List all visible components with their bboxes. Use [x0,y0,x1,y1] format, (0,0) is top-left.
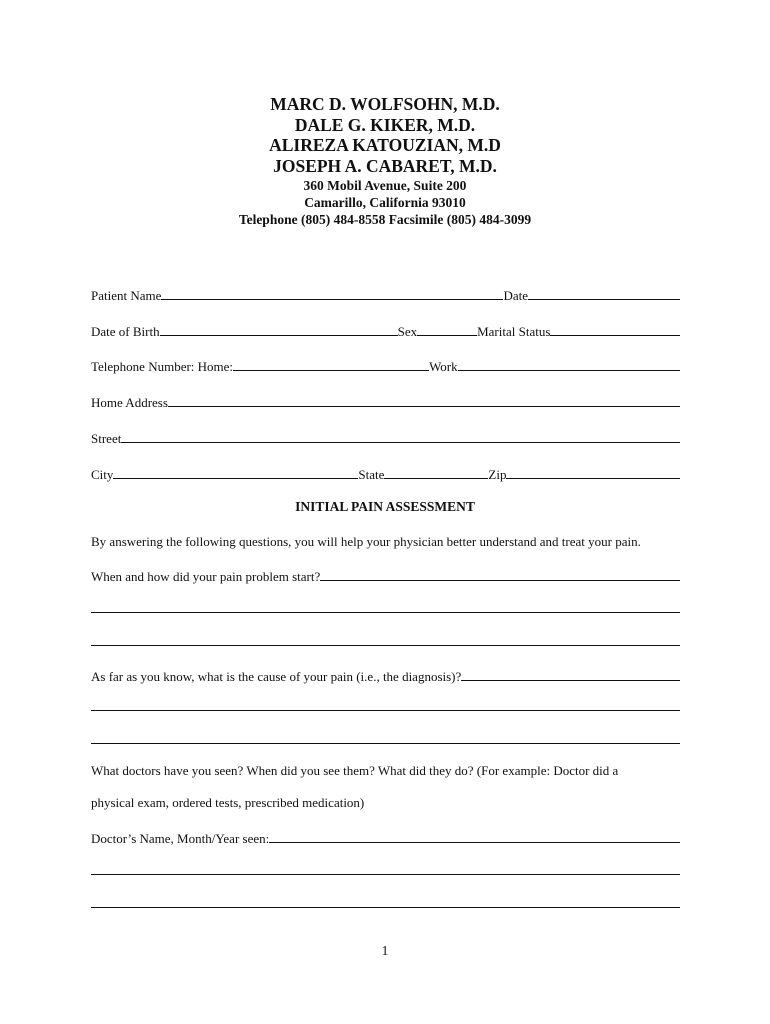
question-1-field[interactable] [320,577,680,581]
question-2-row [91,664,680,684]
physician-name: JOSEPH A. CABARET, M.D. [273,155,497,176]
question-3-text-line-1: What doctors have you seen? When did you see them? What did they do? (For example: Doctor did a [91,763,619,778]
home-address-field[interactable] [168,403,680,407]
doctor-seen-label: Doctor’s Name, Month/Year seen: [91,831,270,846]
question-1-row [91,564,680,584]
home-address-row [91,390,680,410]
section-title: INITIAL PAIN ASSESSMENT [295,499,475,514]
physician-name: ALIREZA KATOUZIAN, M.D [269,135,501,155]
zip-label: Zip [488,467,507,482]
patient-name-row [91,283,680,303]
question-3-text-line-2: physical exam, ordered tests, prescribed medication) [91,795,365,810]
street-label: Street [91,431,122,446]
answer-line[interactable] [91,612,680,613]
phone-home-field[interactable] [233,367,429,371]
dob-field[interactable] [160,332,398,336]
contact-line: Telephone (805) 484-8558 Facsimile (805) 484-3099 [238,212,532,227]
date-label: Date [503,288,528,303]
sex-label: Sex [397,324,418,339]
zip-field[interactable] [506,475,680,479]
answer-line[interactable] [91,645,680,646]
work-label: Work [429,359,458,374]
page-number: 1 [381,943,389,958]
answer-line[interactable] [91,874,680,875]
city-field[interactable] [113,475,358,479]
patient-name-label: Patient Name [91,288,162,303]
question-1-label: When and how did your pain problem start? [91,569,321,584]
question-2-field[interactable] [461,677,680,681]
address-line-1: 360 Mobil Avenue, Suite 200 [303,178,467,193]
home-address-label: Home Address [91,395,168,410]
phone-home-label: Telephone Number: Home: [91,359,234,374]
marital-status-field[interactable] [550,332,680,336]
answer-line[interactable] [91,743,680,744]
patient-name-field[interactable] [161,296,503,300]
dob-label: Date of Birth [91,324,160,339]
dob-row [91,319,680,339]
doctor-seen-field[interactable] [269,839,680,843]
marital-status-label: Marital Status [477,324,551,339]
answer-line[interactable] [91,710,680,711]
physician-name: DALE G. KIKER, M.D. [294,114,476,135]
question-2-label: As far as you know, what is the cause of your pain (i.e., the diagnosis)? [91,669,462,684]
answer-line[interactable] [91,907,680,908]
sex-field[interactable] [417,332,477,336]
date-field[interactable] [528,296,680,300]
state-field[interactable] [384,475,488,479]
city-row [91,462,680,482]
telephone-row [91,354,680,374]
street-field[interactable] [121,439,680,443]
intro-text: By answering the following questions, you will help your physician better understand and treat your pain. [91,534,641,549]
work-phone-field[interactable] [458,367,680,371]
letterhead [0,94,770,228]
city-label: City [91,467,114,482]
state-label: State [358,467,385,482]
physician-name: MARC D. WOLFSOHN, M.D. [270,94,500,114]
address-line-2: Camarillo, California 93010 [304,195,466,210]
doctor-seen-row [91,826,680,846]
street-row [91,426,680,446]
